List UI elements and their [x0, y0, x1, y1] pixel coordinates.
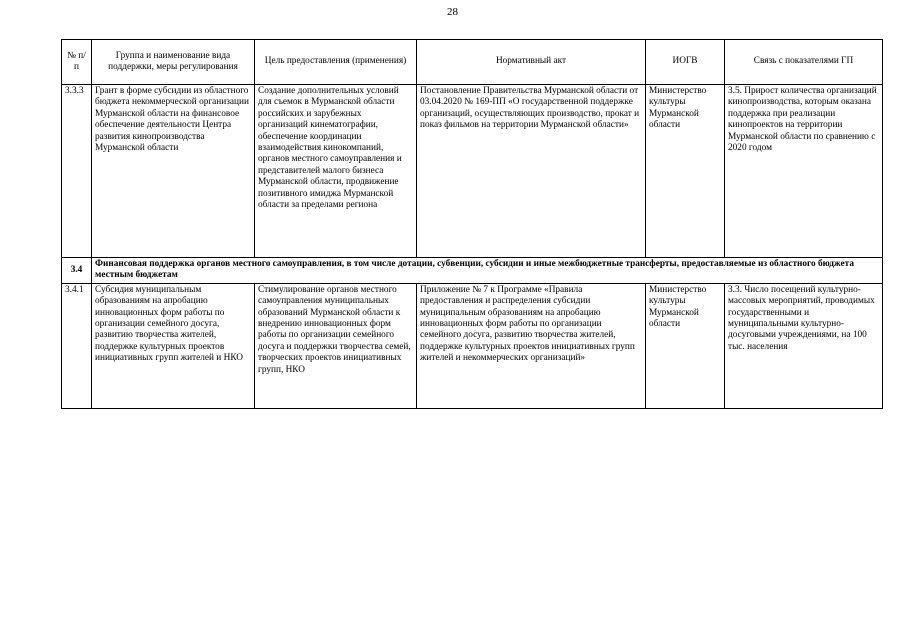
header-iogv: ИОГВ — [646, 40, 725, 85]
row-link: 3.3. Число посещений культурно-массовых мероприятий, проводимых государственными и муниципальными культурно-досуговыми учреждениями, на 100 тыс. населения — [725, 283, 883, 408]
row-purpose: Создание дополнительных условий для съемок в Мурманской области российских и зарубежных организаций кинематографии, обеспечение координации взаимодействия кинокомпаний, органов местного самоуправления и представителей малого бизнеса Мурманской области, продвижение позитивного имиджа Мурманской области за пределами региона — [255, 85, 417, 258]
header-purpose: Цель предоставления (применения) — [255, 40, 417, 85]
row-link: 3.5. Прирост количества организаций кинопроизводства, которым оказана поддержка при реализации кинопроектов на территории Мурманской области по сравнению с 2020 годом — [725, 85, 883, 258]
page-number: 28 — [447, 6, 458, 18]
section-number: 3.4 — [62, 258, 92, 284]
row-purpose: Стимулирование органов местного самоуправления муниципальных образований Мурманской области к внедрению инновационных форм работы по организации семейного досуга и поддержки творчества семей, творческих проектов инициативных групп, НКО — [255, 283, 417, 408]
row-act: Постановление Правительства Мурманской области от 03.04.2020 № 169-ПП «О государственной поддержке организаций, осуществляющих производство, прокат и показ фильмов на территории Мурманской области» — [417, 85, 646, 258]
table-header-row — [62, 40, 883, 85]
row-number: 3.3.3 — [62, 85, 92, 258]
header-act: Нормативный акт — [417, 40, 646, 85]
row-number: 3.4.1 — [62, 283, 92, 408]
row-iogv: Министерство культуры Мурманской области — [646, 283, 725, 408]
section-title: Финансовая поддержка органов местного самоуправления, в том числе дотации, субвенции, субсидии и иные межбюджетные трансферты, предоставляемые из областного бюджета местным бюджетам — [92, 258, 883, 284]
row-group: Субсидия муниципальным образованиям на апробацию инновационных форм работы по организации семейного досуга, развитию творчества жителей, поддержке культурных проектов инициативных групп жителей и НКО — [92, 283, 255, 408]
row-iogv: Министерство культуры Мурманской области — [646, 85, 725, 258]
header-link: Связь с показателями ГП — [725, 40, 883, 85]
header-group: Группа и наименование вида поддержки, меры регулирования — [92, 40, 255, 85]
header-number: № п/п — [62, 40, 92, 85]
table-row — [62, 283, 883, 408]
row-group: Грант в форме субсидии из областного бюджета некоммерческой организации Мурманской области на финансовое обеспечение деятельности Центра развития кинопроизводства Мурманской области — [92, 85, 255, 258]
table-row — [62, 85, 883, 258]
row-act: Приложение № 7 к Программе «Правила предоставления и распределения субсидии муниципальным образованиям на апробацию инновационных форм работы по организации семейного досуга, развитию творчества жителей, поддержке культурных проектов инициативных групп жителей и некоммерческих организаций» — [417, 283, 646, 408]
section-row — [62, 258, 883, 284]
support-measures-table — [61, 39, 883, 409]
